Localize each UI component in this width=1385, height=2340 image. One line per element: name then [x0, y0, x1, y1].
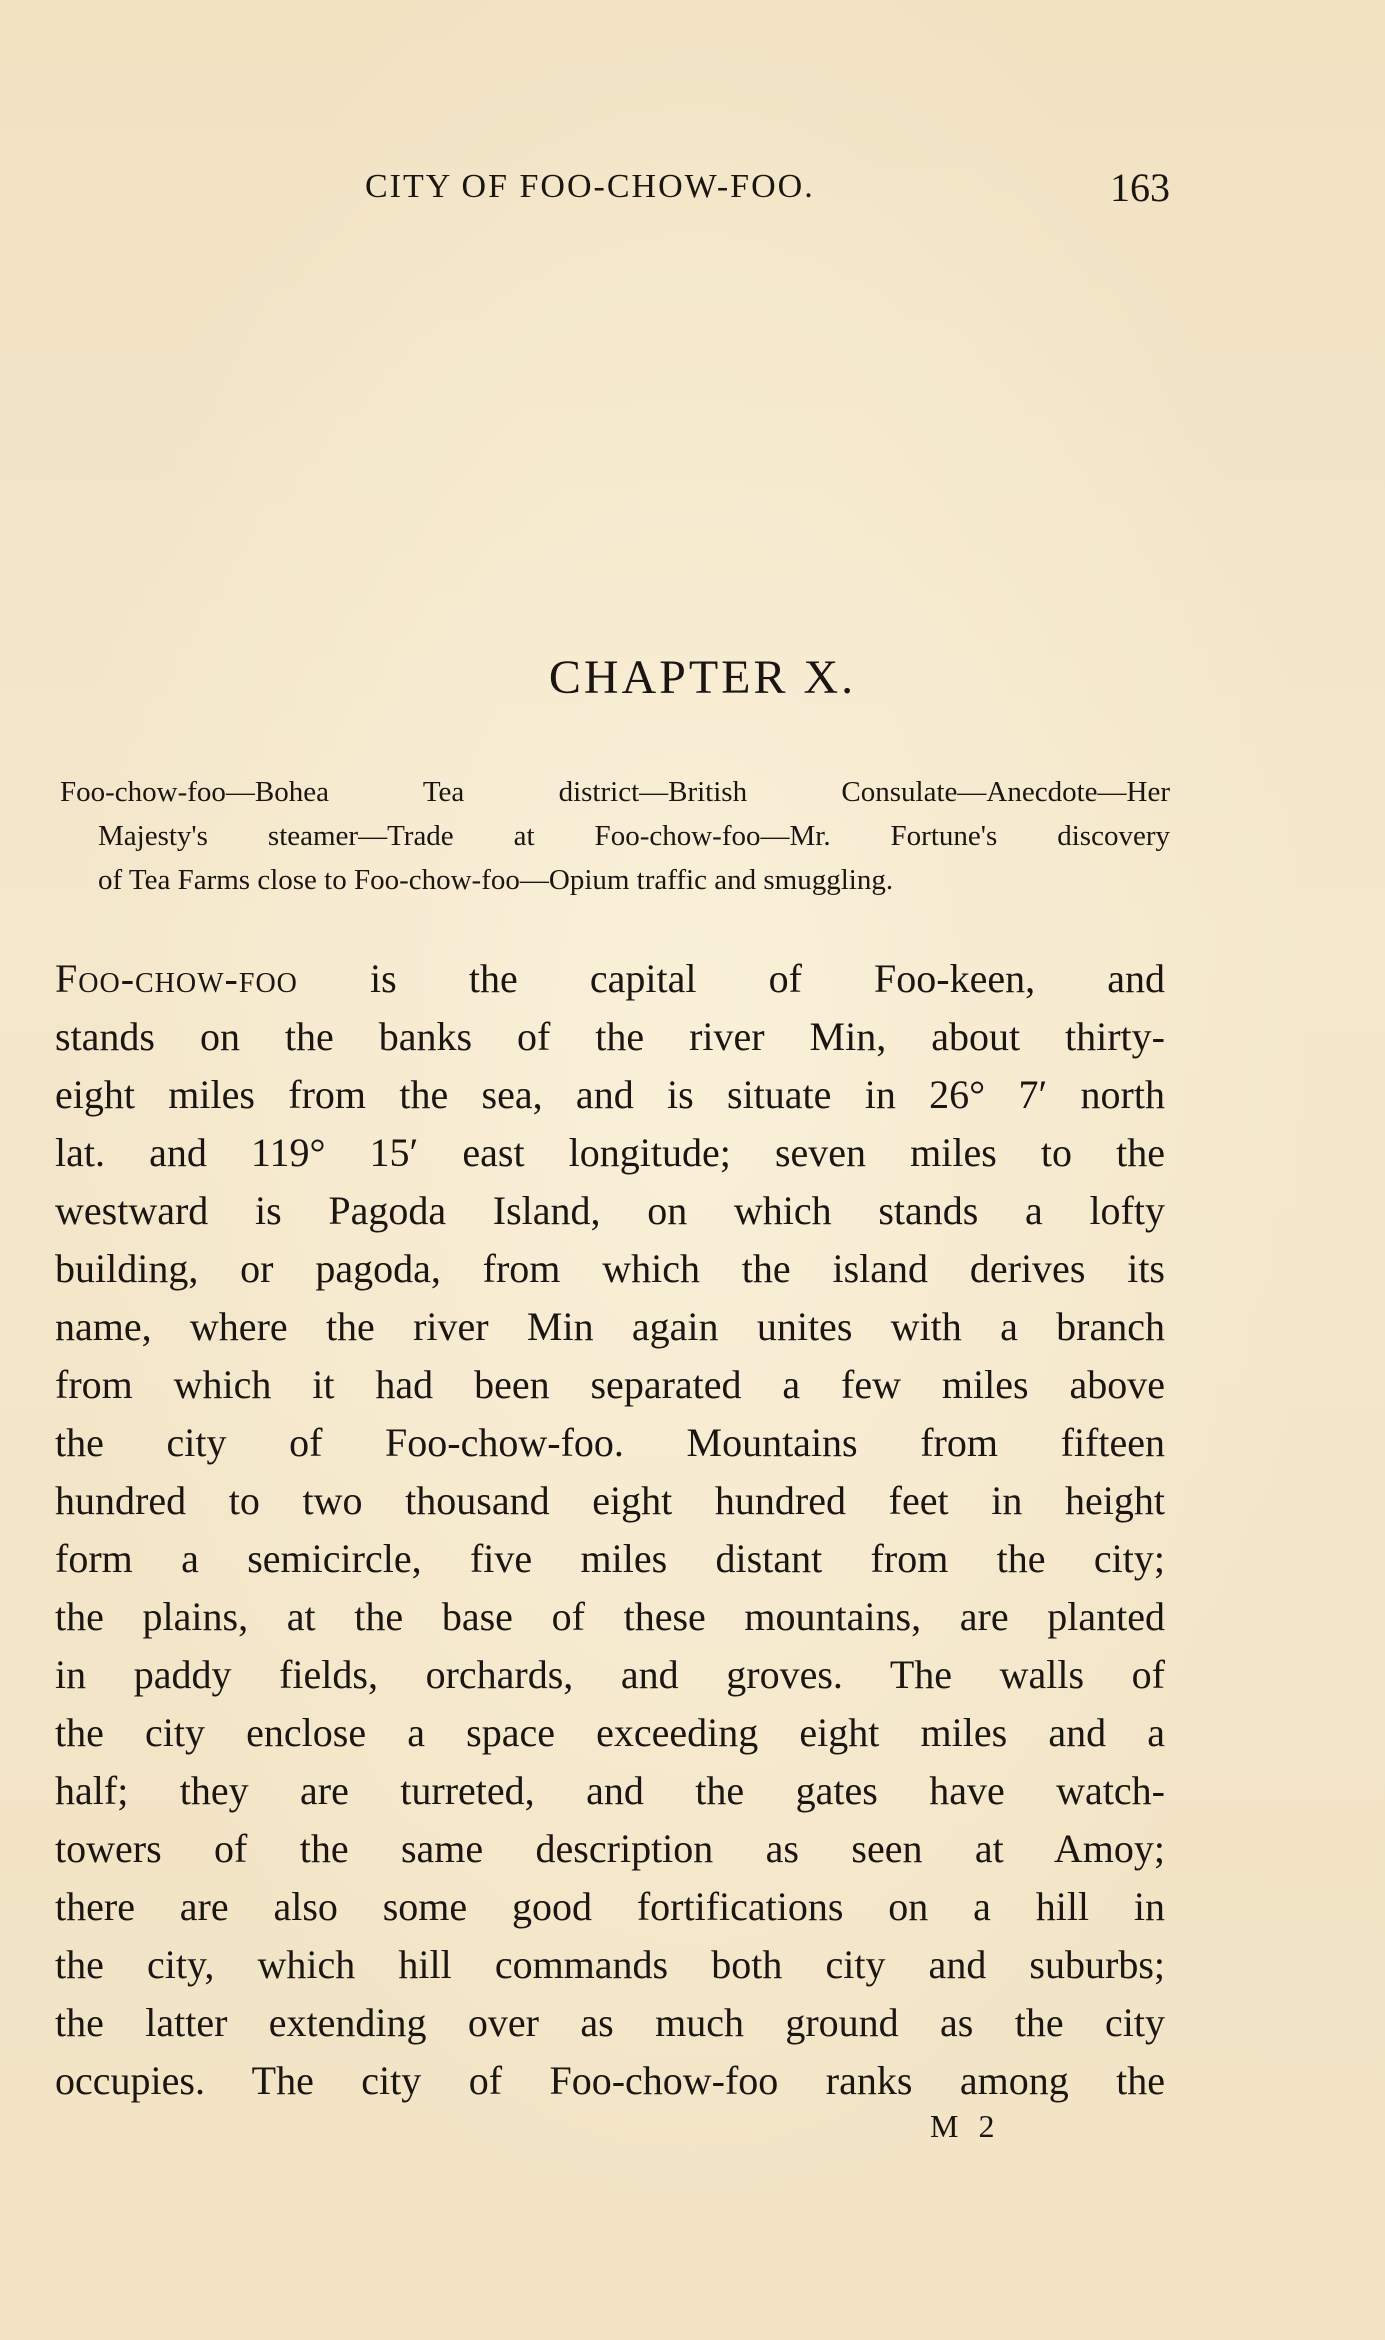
body-line: form a semicircle, five miles distant from the city; [55, 1536, 1165, 1581]
body-line: building, or pagoda, from which the island derives its [55, 1246, 1165, 1291]
body-text [55, 950, 1165, 2110]
body-line: the city enclose a space exceeding eight miles and a [55, 1710, 1165, 1755]
body-line: towers of the same description as seen at Amoy; [55, 1826, 1165, 1871]
body-line: from which it had been separated a few miles above [55, 1362, 1165, 1407]
opening-word: Foo-chow-foo [55, 956, 298, 1001]
body-line: lat. and 119° 15′ east longitude; seven miles to the [55, 1130, 1165, 1175]
body-line: in paddy fields, orchards, and groves. The walls of [55, 1652, 1165, 1697]
summary-line: of Tea Farms close to Foo-chow-foo—Opium traffic and smuggling. [98, 864, 894, 896]
body-line: name, where the river Min again unites with a branch [55, 1304, 1165, 1349]
body-line-first [55, 950, 1165, 1008]
body-line: there are also some good fortifications on a hill in [55, 1884, 1165, 1929]
summary-line: Foo-chow-foo—Bohea Tea district—British Consulate—Anecdote—Her [60, 776, 1170, 808]
first-line-rest: is the capital of Foo-keen, and [297, 956, 1165, 1001]
body-line: hundred to two thousand eight hundred feet in height [55, 1478, 1165, 1523]
running-head [340, 165, 1170, 218]
chapter-title: CHAPTER X. [548, 651, 857, 704]
body-line: the plains, at the base of these mountains, are planted [55, 1594, 1165, 1639]
body-line: westward is Pagoda Island, on which stands a lofty [55, 1188, 1165, 1233]
body-line: stands on the banks of the river Min, about thirty- [55, 1014, 1165, 1059]
body-line: eight miles from the sea, and is situate in 26° 7′ north [55, 1072, 1165, 1117]
body-line: the city of Foo-chow-foo. Mountains from fifteen [55, 1420, 1165, 1465]
body-line: half; they are turreted, and the gates have watch- [55, 1768, 1165, 1813]
page-number: 163 [1110, 165, 1170, 210]
signature-mark: M 2 [930, 2108, 1001, 2144]
running-title: CITY OF FOO-CHOW-FOO. [365, 168, 815, 205]
chapter-summary [60, 770, 1170, 902]
summary-line: Majesty's steamer—Trade at Foo-chow-foo—Mr. Fortune's discovery [98, 820, 1170, 852]
body-line: the city, which hill commands both city and suburbs; [55, 1942, 1165, 1987]
body-line: occupies. The city of Foo-chow-foo ranks among the [55, 2058, 1165, 2103]
body-line: the latter extending over as much ground as the city [55, 2000, 1165, 2045]
